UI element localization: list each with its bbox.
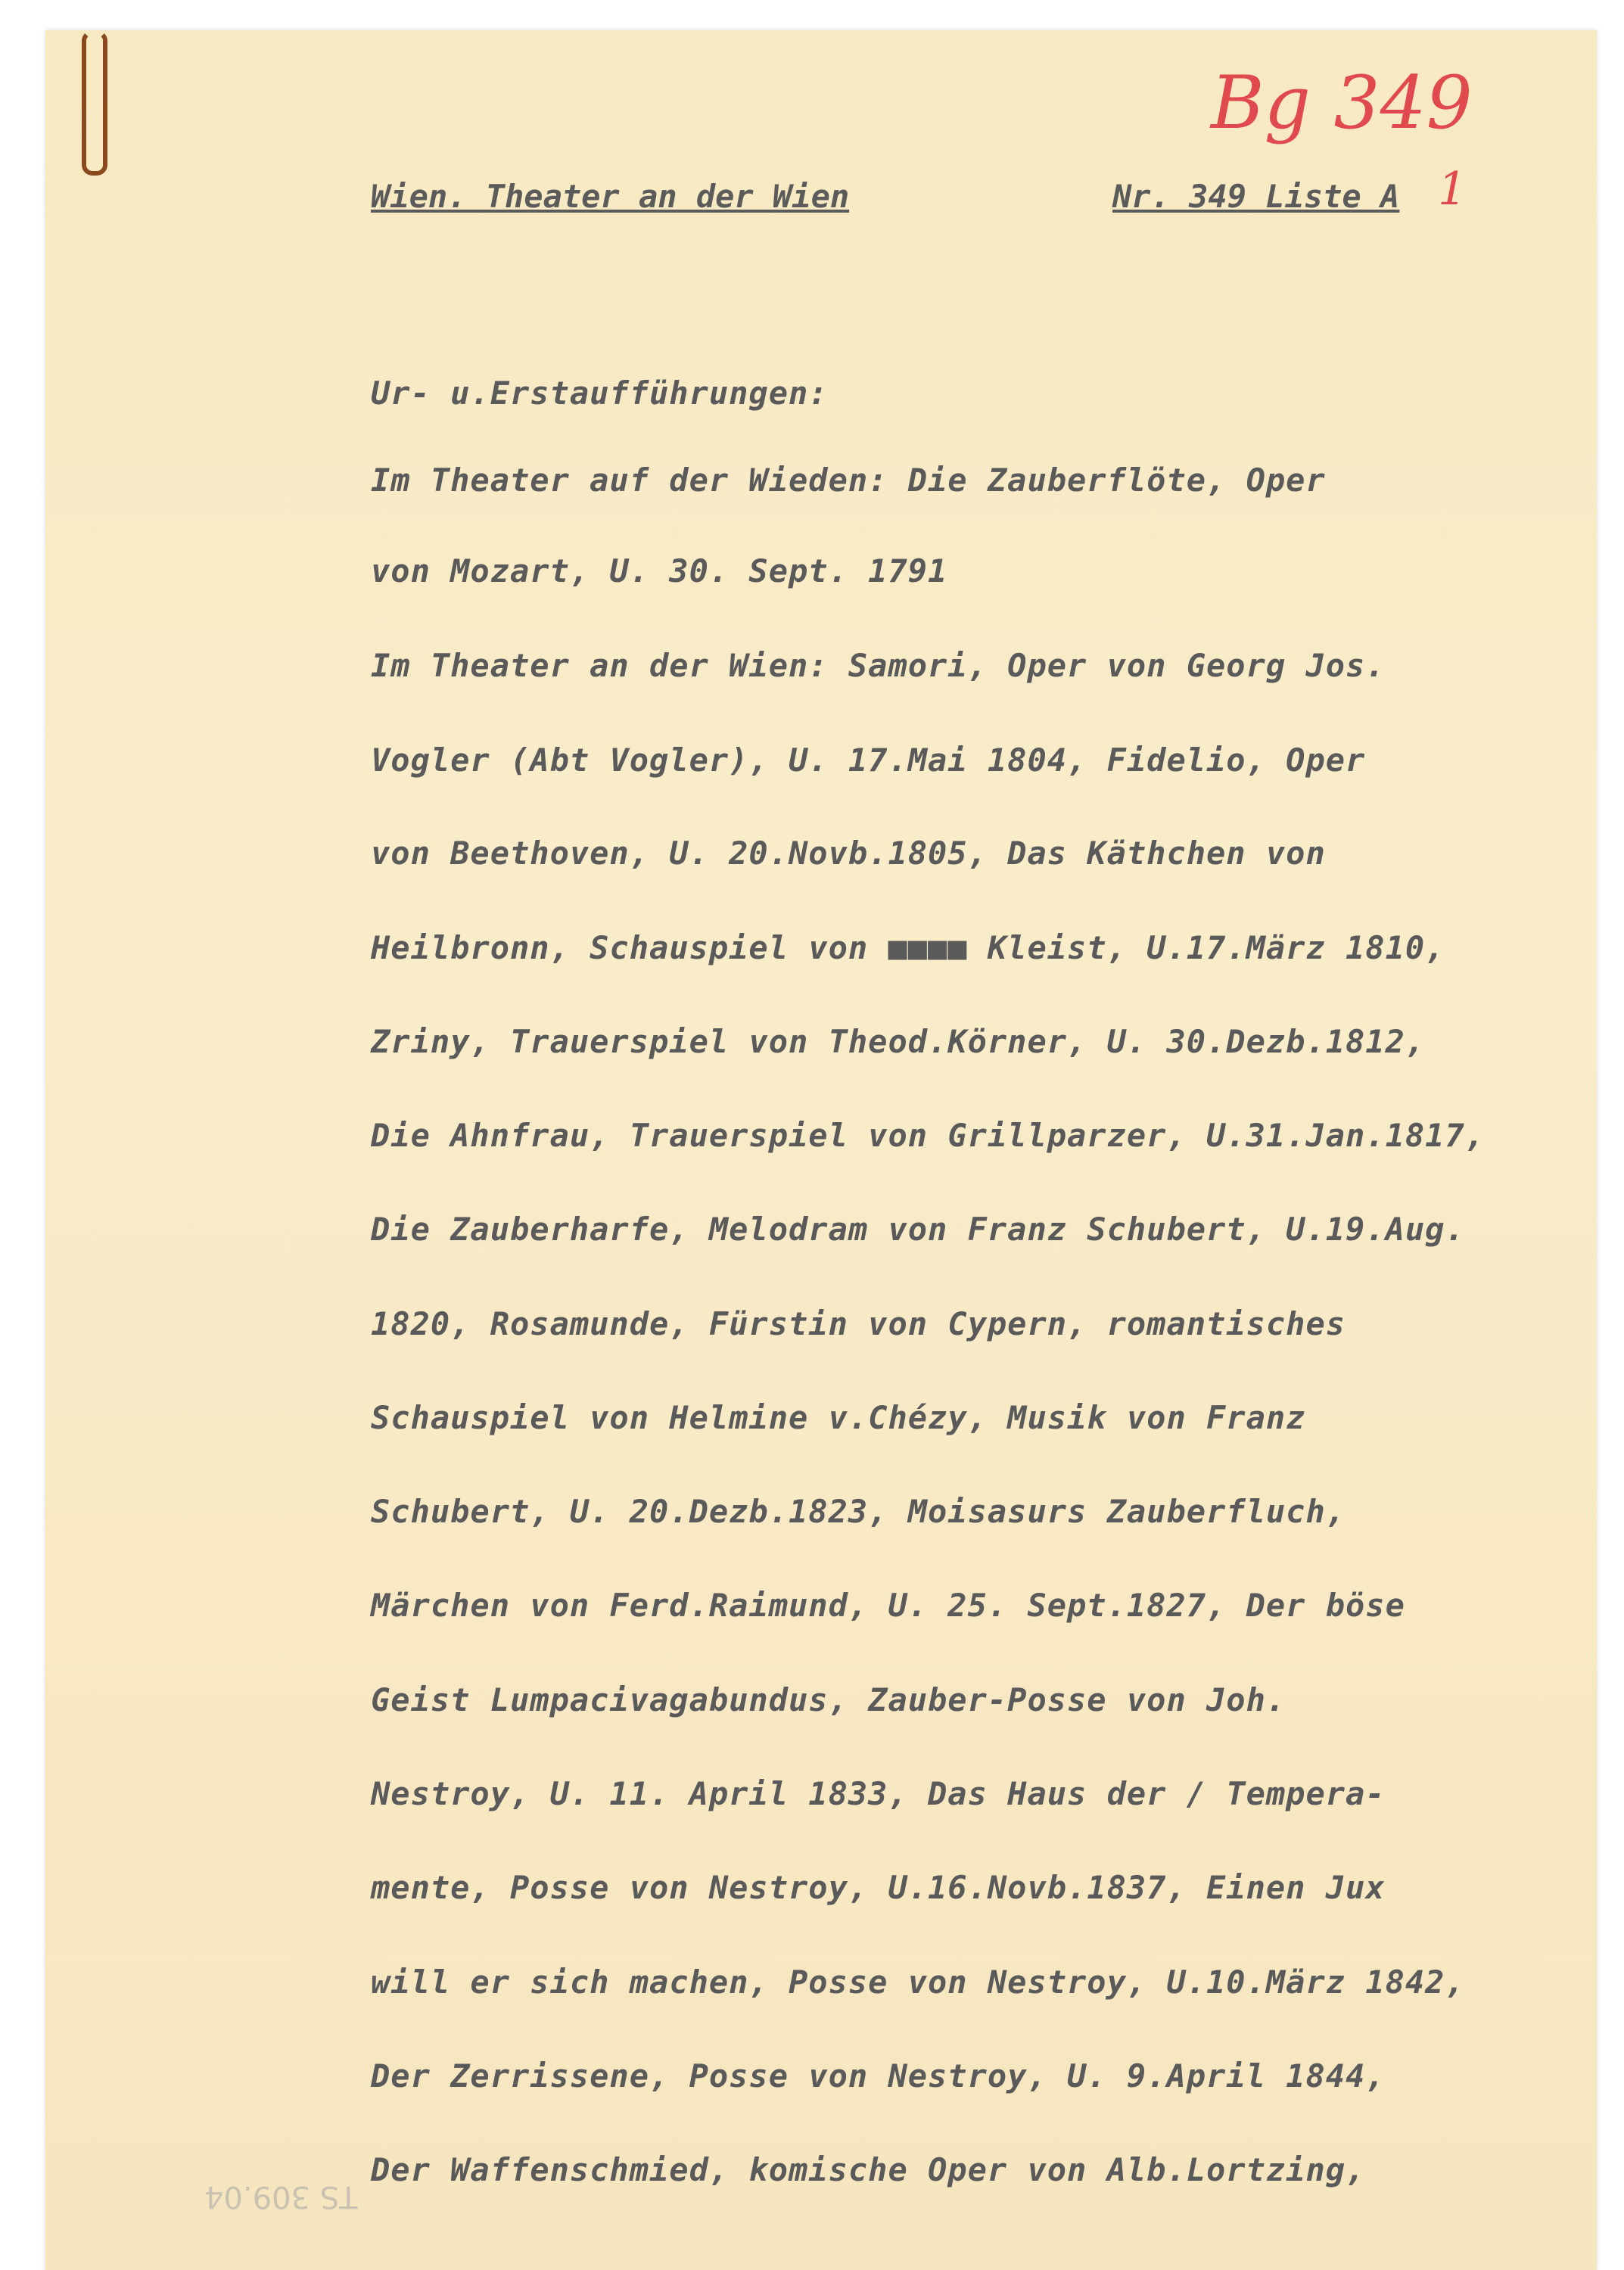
text-line: Geist Lumpacivagabundus, Zauber-Posse von Joh. [371, 1681, 1286, 1718]
text-line: Nestroy, U. 11. April 1833, Das Haus der / Tempera- [371, 1775, 1386, 1812]
text-line: von Mozart, U. 30. Sept. 1791 [371, 552, 948, 589]
text-line: Der Zerrissene, Posse von Nestroy, U. 9.April 1844, [371, 2057, 1386, 2094]
text-line: mente, Posse von Nestroy, U.16.Novb.1837, Einen Jux [371, 1869, 1386, 1906]
handwritten-reference: Bg 349 [1211, 61, 1473, 145]
archive-stamp: TS 309.04 [204, 2179, 358, 2214]
text-line: will er sich machen, Posse von Nestroy, U.10.März 1842, [371, 1964, 1465, 2001]
text-line: von Beethoven, U. 20.Novb.1805, Das Käthchen von [371, 835, 1326, 872]
text-line: Vogler (Abt Vogler), U. 17.Mai 1804, Fidelio, Oper [371, 742, 1366, 779]
text-line: Heilbronn, Schauspiel von ■■■■ Kleist, U.17.März 1810, [371, 929, 1445, 966]
text-line: Zriny, Trauerspiel von Theod.Körner, U. 30.Dezb.1812, [371, 1023, 1426, 1060]
header-location: Wien. Theater an der Wien [371, 178, 850, 215]
text-line: Die Zauberharfe, Melodram von Franz Schubert, U.19.Aug. [371, 1211, 1465, 1248]
text-line: Märchen von Ferd.Raimund, U. 25. Sept.1827, Der böse [371, 1587, 1405, 1624]
section-title: Ur- u.Erstaufführungen: [371, 375, 829, 412]
text-line: Der Waffenschmied, komische Oper von Alb.Lortzing, [371, 2151, 1366, 2188]
handwritten-page-number: 1 [1438, 163, 1467, 216]
paper-clip-mark [82, 30, 107, 176]
text-line: Im Theater an der Wien: Samori, Oper von Georg Jos. [371, 647, 1386, 684]
header-list-number: Nr. 349 Liste A [1112, 178, 1400, 215]
text-line: 1820, Rosamunde, Fürstin von Cypern, romantisches [371, 1305, 1346, 1342]
text-line: Schauspiel von Helmine v.Chézy, Musik von Franz [371, 1399, 1306, 1436]
text-line: Die Ahnfrau, Trauerspiel von Grillparzer, U.31.Jan.1817, [371, 1117, 1486, 1154]
text-line: Im Theater auf der Wieden: Die Zauberflöte, Oper [371, 462, 1326, 499]
text-line: Schubert, U. 20.Dezb.1823, Moisasurs Zauberfluch, [371, 1493, 1346, 1530]
